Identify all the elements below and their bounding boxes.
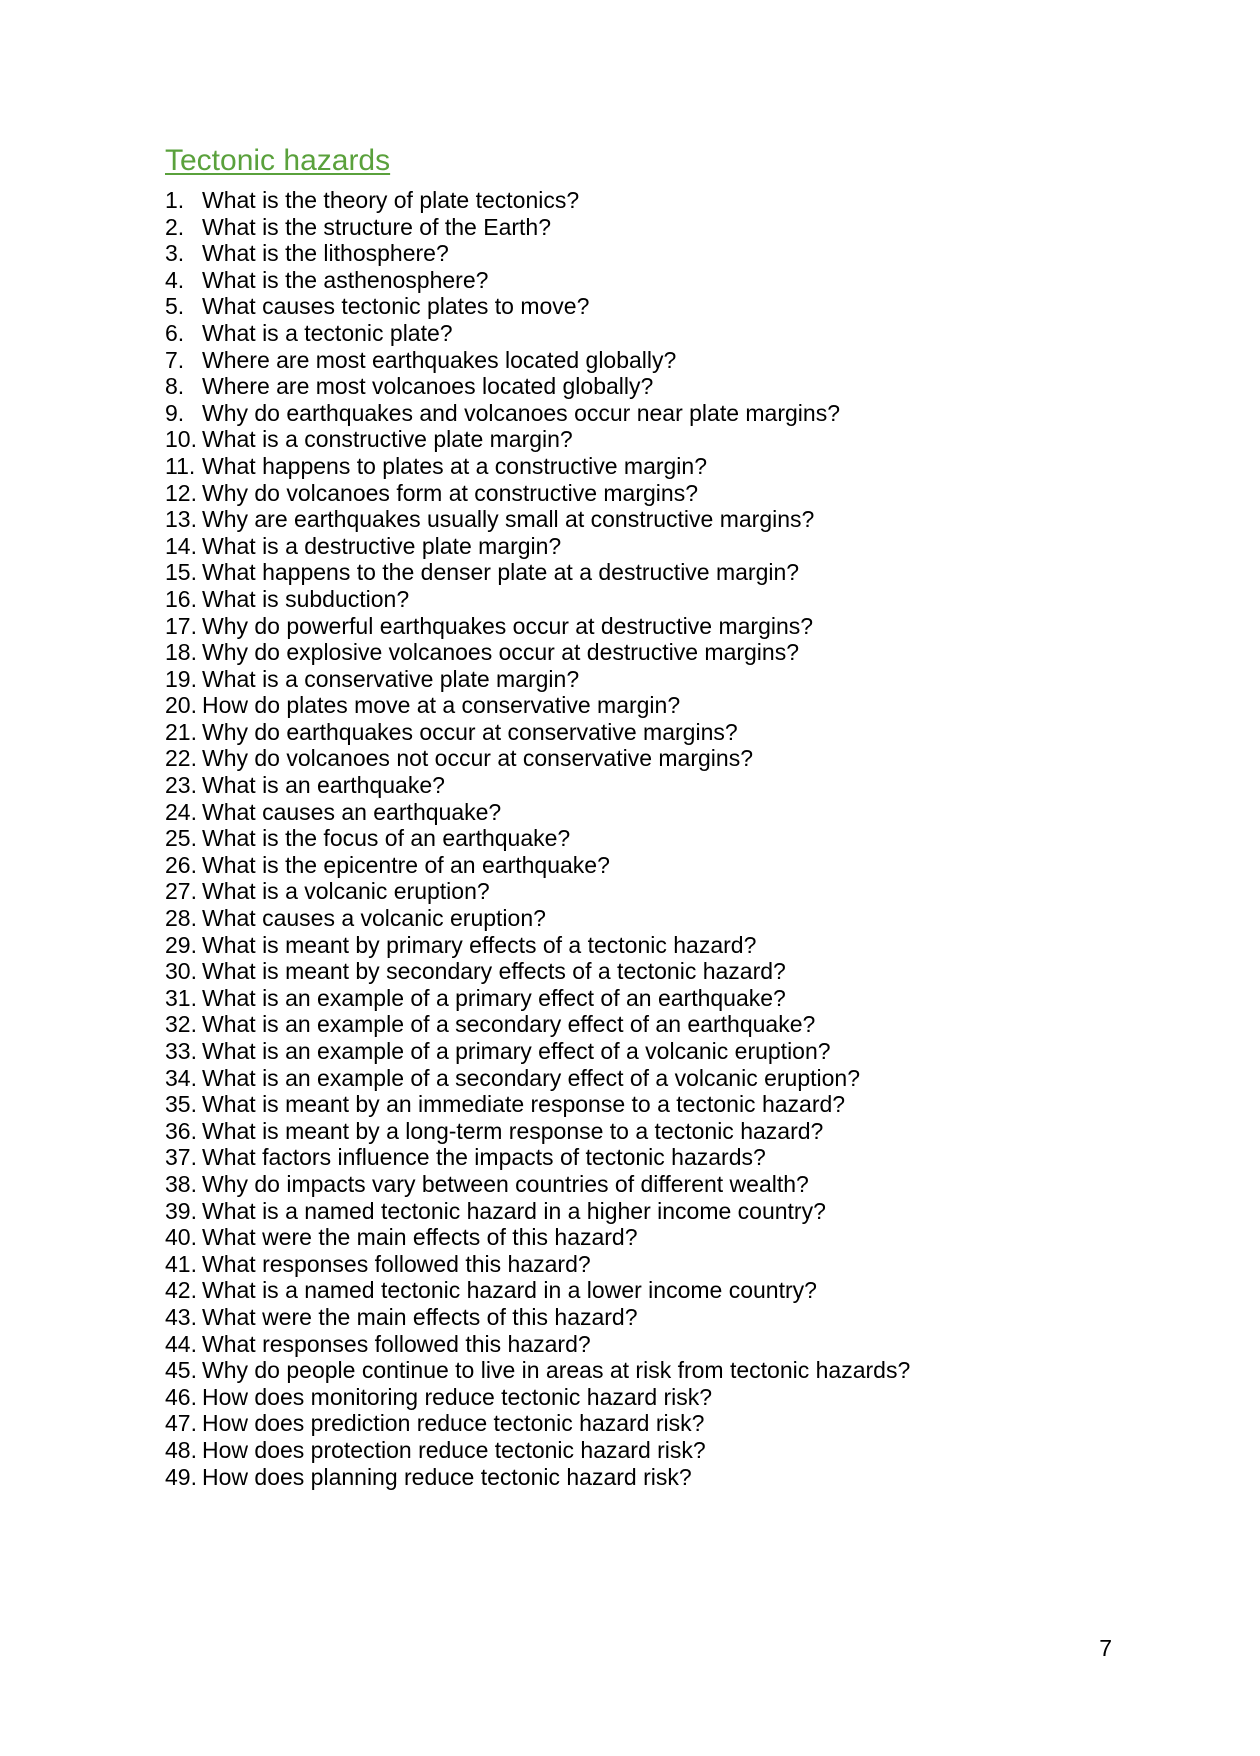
question-item: [165, 267, 910, 294]
question-text: What causes tectonic plates to move?: [202, 293, 590, 320]
question-number: 43.: [165, 1303, 197, 1330]
question-number: 33.: [165, 1038, 197, 1064]
question-text: What responses followed this hazard?: [202, 1330, 591, 1357]
question-text: What is meant by a long-term response to a tectonic hazard?: [202, 1117, 824, 1144]
question-item: [165, 1304, 910, 1331]
question-number: 30.: [165, 958, 197, 985]
question-item: [165, 799, 910, 826]
question-number: 9.: [165, 399, 185, 426]
question-text: What is an earthquake?: [202, 772, 445, 799]
question-item: [165, 214, 910, 241]
question-text: How does protection reduce tectonic hazard risk?: [202, 1436, 706, 1463]
question-number: 46.: [165, 1383, 197, 1410]
question-item: [165, 1038, 910, 1065]
question-text: What is a named tectonic hazard in a lower income country?: [202, 1277, 817, 1304]
question-text: What happens to the denser plate at a destructive margin?: [202, 559, 800, 586]
question-item: [165, 1224, 910, 1251]
question-text: What is meant by an immediate response to a tectonic hazard?: [202, 1091, 846, 1118]
question-item: [165, 559, 910, 586]
question-number: 22.: [165, 745, 197, 772]
question-number: 2.: [165, 213, 185, 240]
question-item: [165, 1464, 910, 1491]
question-number: 35.: [165, 1091, 197, 1118]
question-text: What is an example of a primary effect of an earthquake?: [202, 984, 786, 1011]
question-number: 11.: [165, 452, 196, 479]
question-item: [165, 1065, 910, 1092]
question-text: Where are most earthquakes located globally?: [202, 346, 677, 373]
question-text: What is the lithosphere?: [202, 240, 449, 267]
question-text: Why are earthquakes usually small at constructive margins?: [202, 506, 815, 533]
question-item: [165, 825, 910, 852]
question-item: [165, 400, 910, 427]
question-number: 31.: [165, 984, 197, 1011]
question-item: [165, 240, 910, 267]
question-text: How does planning reduce tectonic hazard risk?: [202, 1463, 692, 1490]
question-item: [165, 666, 910, 693]
question-text: Where are most volcanoes located globally?: [202, 373, 654, 400]
question-number: 21.: [165, 718, 197, 745]
question-item: [165, 639, 910, 666]
question-text: What is the asthenosphere?: [202, 266, 489, 293]
question-item: [165, 932, 910, 959]
question-text: What responses followed this hazard?: [202, 1250, 591, 1277]
question-item: [165, 1277, 910, 1304]
question-text: Why do volcanoes form at constructive margins?: [202, 479, 698, 506]
question-item: [165, 878, 910, 905]
question-item: [165, 187, 910, 214]
question-text: What is an example of a secondary effect of a volcanic eruption?: [202, 1064, 861, 1091]
question-item: [165, 1198, 910, 1225]
question-item: [165, 613, 910, 640]
question-item: [165, 958, 910, 985]
question-number: 6.: [165, 319, 185, 346]
question-text: How does prediction reduce tectonic hazard risk?: [202, 1410, 705, 1437]
question-number: 26.: [165, 851, 197, 878]
question-text: What is the theory of plate tectonics?: [202, 187, 580, 213]
page-number: 7: [1099, 1635, 1112, 1661]
question-item: [165, 426, 910, 453]
question-number: 1.: [165, 187, 185, 213]
question-number: 37.: [165, 1144, 197, 1171]
question-number: 45.: [165, 1357, 197, 1384]
question-item: [165, 1437, 910, 1464]
question-item: [165, 453, 910, 480]
question-number: 36.: [165, 1117, 197, 1144]
question-text: Why do impacts vary between countries of different wealth?: [202, 1170, 809, 1197]
question-text: What is subduction?: [202, 585, 410, 612]
question-text: Why do earthquakes occur at conservative margins?: [202, 718, 738, 745]
question-number: 29.: [165, 931, 197, 958]
question-number: 15.: [165, 559, 197, 586]
question-number: 47.: [165, 1410, 197, 1437]
question-number: 27.: [165, 878, 197, 905]
question-text: What is a tectonic plate?: [202, 319, 453, 346]
question-number: 7.: [165, 346, 185, 373]
question-text: What is meant by primary effects of a tectonic hazard?: [202, 931, 757, 958]
question-number: 32.: [165, 1011, 197, 1038]
question-text: How do plates move at a conservative margin?: [202, 692, 681, 719]
question-number: 4.: [165, 266, 185, 293]
question-text: How does monitoring reduce tectonic hazard risk?: [202, 1383, 713, 1410]
question-text: Why do volcanoes not occur at conservative margins?: [202, 745, 753, 772]
question-number: 28.: [165, 905, 197, 932]
question-number: 42.: [165, 1277, 197, 1304]
question-text: What causes a volcanic eruption?: [202, 905, 546, 932]
question-item: [165, 772, 910, 799]
question-item: [165, 480, 910, 507]
question-number: 16.: [165, 585, 197, 612]
question-text: What is a constructive plate margin?: [202, 426, 573, 453]
question-text: What causes an earthquake?: [202, 798, 502, 825]
question-text: Why do people continue to live in areas at risk from tectonic hazards?: [202, 1357, 911, 1384]
question-text: What is an example of a primary effect of a volcanic eruption?: [202, 1038, 831, 1064]
question-item: [165, 1091, 910, 1118]
question-item: [165, 1410, 910, 1437]
question-number: 19.: [165, 665, 197, 692]
question-list: [165, 187, 910, 1490]
question-text: What is a volcanic eruption?: [202, 878, 490, 905]
question-number: 41.: [165, 1250, 197, 1277]
question-number: 3.: [165, 240, 185, 267]
question-item: [165, 506, 910, 533]
question-item: [165, 1331, 910, 1358]
question-item: [165, 1011, 910, 1038]
question-number: 23.: [165, 772, 197, 799]
question-item: [165, 347, 910, 374]
question-item: [165, 852, 910, 879]
question-text: Why do earthquakes and volcanoes occur near plate margins?: [202, 399, 840, 426]
question-number: 44.: [165, 1330, 197, 1357]
question-item: [165, 985, 910, 1012]
question-text: What were the main effects of this hazard?: [202, 1303, 638, 1330]
question-item: [165, 533, 910, 560]
question-number: 24.: [165, 798, 197, 825]
question-number: 5.: [165, 293, 185, 320]
question-item: [165, 692, 910, 719]
question-item: [165, 373, 910, 400]
question-text: What is the epicentre of an earthquake?: [202, 851, 610, 878]
question-text: What is a conservative plate margin?: [202, 665, 580, 692]
question-number: 14.: [165, 532, 197, 559]
question-text: Why do explosive volcanoes occur at destructive margins?: [202, 639, 800, 666]
question-text: What happens to plates at a constructive margin?: [202, 452, 708, 479]
question-number: 34.: [165, 1064, 197, 1091]
question-number: 39.: [165, 1197, 197, 1224]
question-text: What factors influence the impacts of tectonic hazards?: [202, 1144, 766, 1171]
question-text: What is an example of a secondary effect of an earthquake?: [202, 1011, 816, 1038]
question-text: Why do powerful earthquakes occur at destructive margins?: [202, 612, 814, 639]
question-item: [165, 745, 910, 772]
question-text: What is the structure of the Earth?: [202, 213, 551, 240]
question-number: 12.: [165, 479, 197, 506]
question-number: 18.: [165, 639, 197, 666]
question-number: 20.: [165, 692, 197, 719]
question-number: 38.: [165, 1170, 197, 1197]
question-text: What is the focus of an earthquake?: [202, 825, 571, 852]
question-item: [165, 1118, 910, 1145]
question-number: 49.: [165, 1463, 197, 1490]
question-text: What is meant by secondary effects of a tectonic hazard?: [202, 958, 786, 985]
question-item: [165, 1171, 910, 1198]
question-item: [165, 719, 910, 746]
question-item: [165, 1251, 910, 1278]
question-number: 13.: [165, 506, 197, 533]
question-text: What is a named tectonic hazard in a higher income country?: [202, 1197, 826, 1224]
question-item: [165, 1144, 910, 1171]
page-title: Tectonic hazards: [165, 144, 391, 177]
question-number: 48.: [165, 1436, 197, 1463]
question-item: [165, 586, 910, 613]
question-number: 40.: [165, 1224, 197, 1251]
question-item: [165, 293, 910, 320]
question-number: 25.: [165, 825, 197, 852]
question-text: What were the main effects of this hazard?: [202, 1224, 638, 1251]
question-text: What is a destructive plate margin?: [202, 532, 562, 559]
question-item: [165, 1357, 910, 1384]
question-item: [165, 320, 910, 347]
question-number: 8.: [165, 373, 185, 400]
question-item: [165, 905, 910, 932]
question-number: 10.: [165, 426, 197, 453]
question-number: 17.: [165, 612, 197, 639]
question-item: [165, 1384, 910, 1411]
